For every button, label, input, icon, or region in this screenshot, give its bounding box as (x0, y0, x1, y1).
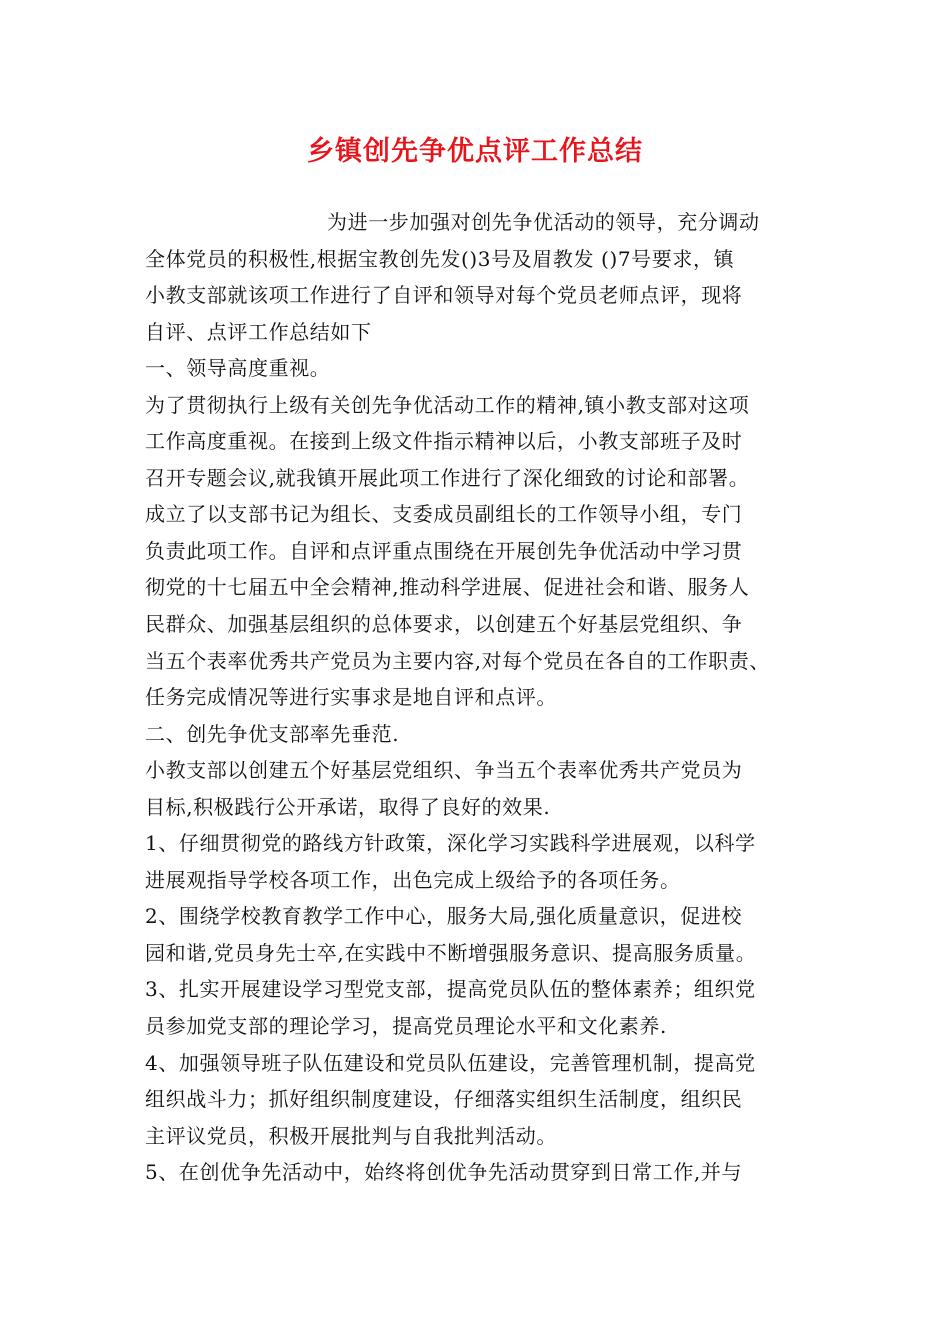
body-line: 小教支部以创建五个好基层党组织、争当五个表率优秀共产党员为 (145, 758, 743, 783)
list-item-line: 进展观指导学校各项工作，出色完成上级给予的各项任务。 (145, 867, 681, 892)
document-body (145, 204, 835, 1191)
list-item-line: 2、围绕学校教育教学工作中心，服务大局,强化质量意识，促进校 (145, 904, 743, 929)
list-item-line: 3、扎实开展建设学习型党支部，提高党员队伍的整体素养；组织党 (145, 977, 756, 1002)
list-item-line: 1、仔细贯彻党的路线方针政策，深化学习实践科学进展观，以科学 (145, 831, 756, 856)
section-heading: 一、领导高度重视。 (145, 356, 331, 381)
body-line: 为了贯彻执行上级有关创先争优活动工作的精神,镇小教支部对这项 (145, 392, 750, 417)
body-line: 小教支部就该项工作进行了自评和领导对每个党员老师点评，现将 (145, 283, 743, 308)
body-line: 工作高度重视。在接到上级文件指示精神以后，小教支部班子及时 (145, 429, 743, 454)
list-item-line: 主评议党员，积极开展批判与自我批判活动。 (145, 1123, 557, 1148)
document-title: 乡镇创先争优点评工作总结 (307, 136, 643, 167)
list-item-line: 员参加党支部的理论学习，提高党员理论水平和文化素养. (145, 1014, 667, 1039)
body-line: 民群众、加强基层组织的总体要求，以创建五个好基层党组织、争 (145, 612, 743, 637)
body-line: 成立了以支部书记为组长、支委成员副组长的工作领导小组，专门 (145, 502, 743, 527)
section-heading: 二、创先争优支部率先垂范. (145, 721, 400, 746)
body-line: 自评、点评工作总结如下 (145, 319, 372, 344)
body-line: 为进一步加强对创先争优活动的领导，充分调动 (327, 210, 760, 234)
list-item-line: 组织战斗力；抓好组织制度建设，仔细落实组织生活制度，组织民 (145, 1087, 743, 1112)
body-line: 目标,积极践行公开承诺，取得了良好的效果. (145, 794, 551, 819)
body-line: 任务完成情况等进行实事求是地自评和点评。 (145, 685, 557, 710)
body-line: 彻党的十七届五中全会精神,推动科学进展、促进社会和谐、服务人 (145, 575, 750, 600)
body-line: 全体党员的积极性,根据宝教创先发()3号及眉教发 ()7号要求，镇 (145, 246, 735, 271)
list-item-line: 园和谐,党员身先士卒,在实践中不断增强服务意识、提高服务质量。 (145, 940, 757, 965)
body-line: 当五个表率优秀共产党员为主要内容,对每个党员在各自的工作职责、 (145, 648, 770, 673)
list-item-line: 5、在创优争先活动中，始终将创优争先活动贯穿到日常工作,并与 (145, 1160, 743, 1185)
list-item-line: 4、加强领导班子队伍建设和党员队伍建设，完善管理机制，提高党 (145, 1050, 756, 1075)
body-line: 召开专题会议,就我镇开展此项工作进行了深化细致的讨论和部署。 (145, 465, 750, 490)
body-line: 负责此项工作。自评和点评重点围绕在开展创先争优活动中学习贯 (145, 538, 743, 563)
